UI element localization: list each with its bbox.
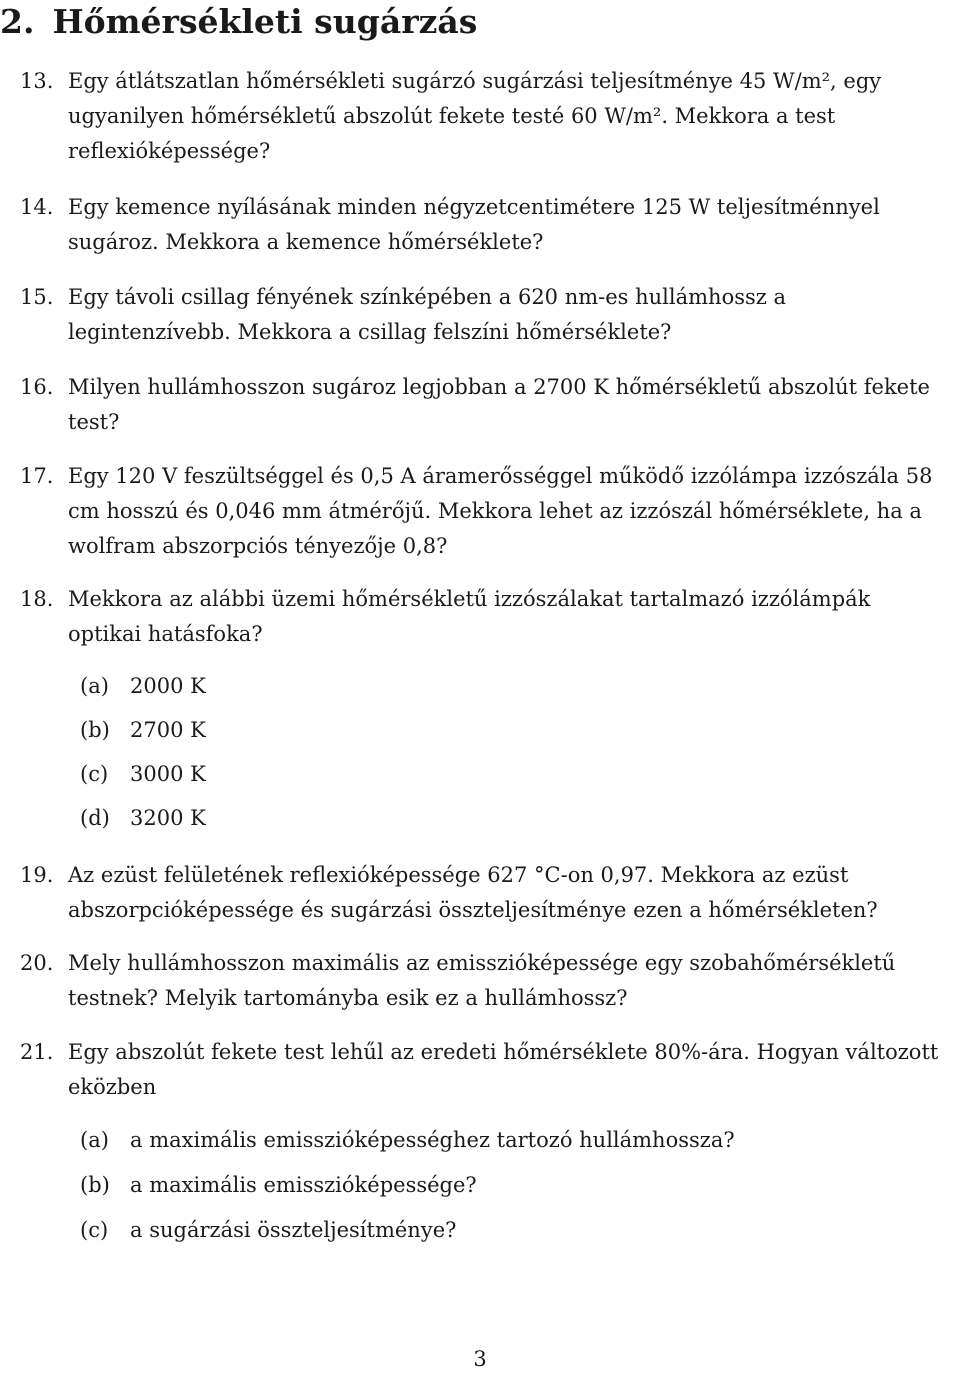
subitem-label: (a)	[80, 674, 109, 698]
subitem-label: (b)	[80, 718, 110, 742]
subitem-18a	[80, 669, 206, 704]
subitem-label: (c)	[80, 1218, 109, 1242]
problem-text: Milyen hullámhosszon sugároz legjobban a 2700 K hőmérsékletű abszolút fekete test?	[68, 375, 930, 434]
subitem-21a	[80, 1123, 735, 1158]
problem-text: Az ezüst felületének reflexióképessége 627 °C-on 0,97. Mekkora az ezüst abszorpcióképessége és sugárzási összteljesítménye ezen a hőmérsékleten?	[68, 863, 878, 922]
problem-number: 19.	[20, 863, 54, 887]
problem-text: Egy átlátszatlan hőmérsékleti sugárzó sugárzási teljesítménye 45 W/m², egy ugyanilyen hőmérsékletű abszolút fekete testé 60 W/m². Mekkora a test reflexióképessége?	[68, 69, 882, 163]
subitem-18c	[80, 757, 206, 792]
section-heading: Hőmérsékleti sugárzás	[52, 2, 478, 41]
section-number: 2.	[0, 2, 35, 41]
problem-text: Mely hullámhosszon maximális az emisszióképessége egy szobahőmérsékletű testnek? Melyik tartományba esik ez a hullámhossz?	[68, 951, 896, 1010]
problem-number: 13.	[20, 69, 54, 93]
problem-number: 14.	[20, 195, 54, 219]
subitem-21b	[80, 1168, 477, 1203]
subitem-18d	[80, 801, 206, 836]
subitem-text: a maximális emisszióképessége?	[130, 1173, 477, 1197]
subitem-label: (b)	[80, 1173, 110, 1197]
subitem-text: 3200 K	[130, 806, 206, 830]
problem-text: Egy 120 V feszültséggel és 0,5 A áramerősséggel működő izzólámpa izzószála 58 cm hosszú és 0,046 mm átmérőjű. Mekkora lehet az izzószál hőmérséklete, ha a wolfram abszorpciós tényezője 0,8?	[68, 464, 933, 558]
problem-text: Mekkora az alábbi üzemi hőmérsékletű izzószálakat tartalmazó izzólámpák optikai hatásfoka?	[68, 587, 871, 646]
subitem-label: (a)	[80, 1128, 109, 1152]
section-title	[0, 0, 477, 44]
problem-text: Egy kemence nyílásának minden négyzetcentimétere 125 W teljesítménnyel sugároz. Mekkora a kemence hőmérséklete?	[68, 195, 880, 254]
problem-number: 15.	[20, 285, 54, 309]
subitem-text: 3000 K	[130, 762, 206, 786]
problem-text: Egy abszolút fekete test lehűl az eredeti hőmérséklete 80%-ára. Hogyan változott eközben	[68, 1040, 939, 1099]
subitem-text: 2700 K	[130, 718, 206, 742]
problem-number: 20.	[20, 951, 54, 975]
page-number: 3	[473, 1347, 487, 1371]
problem-number: 21.	[20, 1040, 54, 1064]
problem-number: 16.	[20, 375, 54, 399]
subitem-18b	[80, 713, 206, 748]
subitem-text: 2000 K	[130, 674, 206, 698]
subitem-21c	[80, 1213, 456, 1248]
problem-number: 18.	[20, 587, 54, 611]
subitem-label: (c)	[80, 762, 109, 786]
problem-number: 17.	[20, 464, 54, 488]
problem-text: Egy távoli csillag fényének színképében a 620 nm-es hullámhossz a legintenzívebb. Mekkora a csillag felszíni hőmérséklete?	[68, 285, 787, 344]
subitem-label: (d)	[80, 806, 110, 830]
subitem-text: a maximális emisszióképességhez tartozó hullámhossza?	[130, 1128, 735, 1152]
subitem-text: a sugárzási összteljesítménye?	[130, 1218, 457, 1242]
